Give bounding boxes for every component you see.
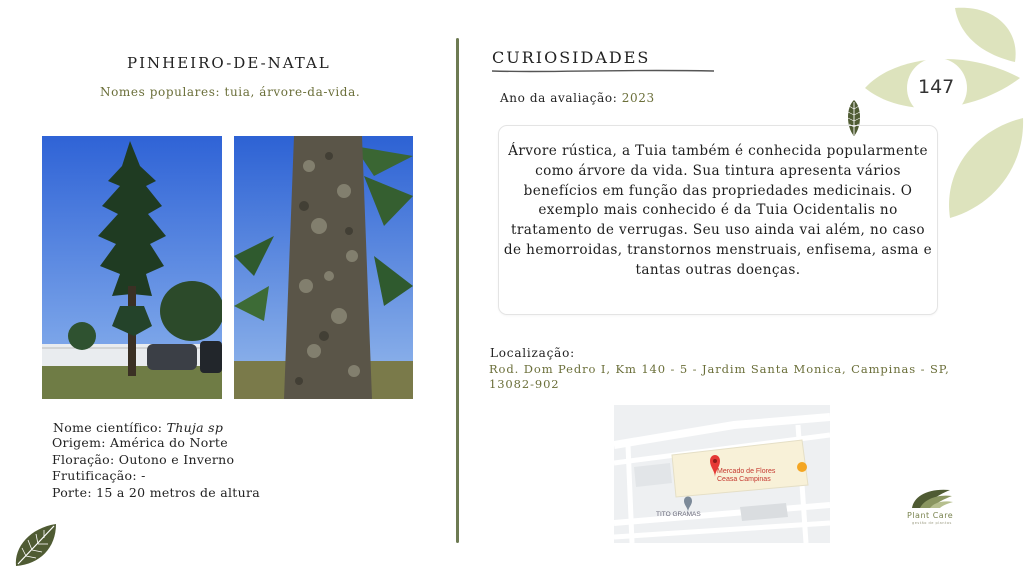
curiosities-title: CURIOSIDADES [492,48,651,67]
location-map[interactable] [614,405,830,543]
leaf-icon [12,522,58,568]
info-size: Porte: 15 a 20 metros de altura [52,485,260,500]
map-place-line2: Ceasa Campinas [717,476,771,483]
plant-title: PINHEIRO-DE-NATAL [127,54,331,72]
info-scientific-value: Thuja sp [166,420,224,435]
logo-tagline: gestão de plantas [912,521,952,525]
map-poi-label: TITO GRAMAS [656,511,701,518]
info-scientific-label: Nome científico: [53,420,163,435]
map-place-line1: Mercado de Flores [717,468,776,475]
map-place-label [717,468,775,484]
column-divider [456,38,459,543]
evaluation-year [500,91,655,105]
location-address: Rod. Dom Pedro I, Km 140 - 5 - Jardim Santa Monica, Campinas - SP, [489,362,950,376]
title-underline [492,68,714,74]
curiosity-text: Árvore rústica, a Tuia também é conhecida popularmente como árvore da vida. Sua tintura apresenta vários benefícios em função das propriedades medicinais. O exemplo mais conhecido é da Tuia Ocidentalis no tratamento de verrugas. Seu uso ainda vai além, no caso de hemorroidas, transtornos menstruais, enfisema, asma e tantas outras doenças. [503,143,933,278]
info-origin: Origem: América do Norte [52,435,228,450]
logo-name: Plant Care [907,511,954,520]
info-flowering: Floração: Outono e Inverno [52,452,235,467]
location-postal-code: 13082-902 [489,377,560,391]
plant-care-logo-icon [910,486,954,510]
page-number: 147 [918,76,955,98]
year-label: Ano da avaliação: [500,91,618,105]
tree-photo-full [42,136,222,399]
curiosity-card [498,125,938,315]
popular-names: Nomes populares: tuia, árvore-da-vida. [100,85,361,99]
year-value: 2023 [621,91,655,105]
info-fruiting: Frutificação: - [52,468,146,483]
tree-trunk-photo [234,136,413,399]
location-label: Localização: [490,346,575,360]
